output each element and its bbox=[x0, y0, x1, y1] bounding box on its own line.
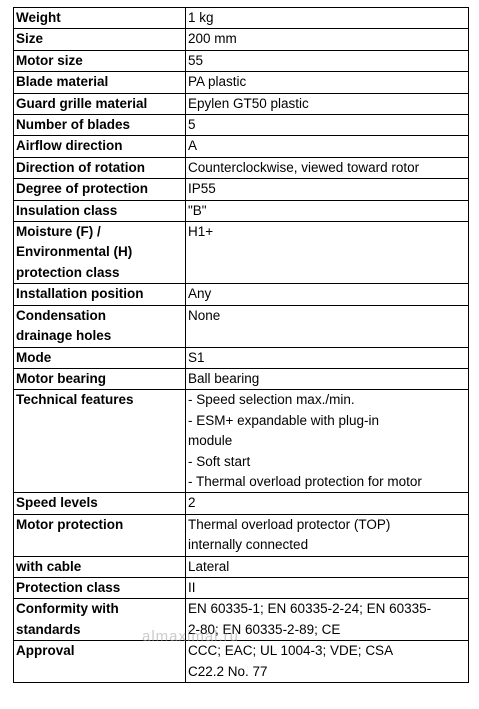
row-value-line: - Speed selection max./min. bbox=[188, 392, 355, 408]
row-label-line: Conformity with bbox=[16, 601, 119, 617]
row-label-line: standards bbox=[16, 621, 81, 637]
row-label-line: protection class bbox=[16, 264, 120, 280]
row-value-line: Counterclockwise, viewed toward rotor bbox=[188, 159, 420, 175]
row-value bbox=[186, 305, 469, 347]
table-row bbox=[14, 29, 469, 50]
row-label bbox=[14, 599, 186, 641]
row-label bbox=[14, 284, 186, 305]
row-label bbox=[14, 577, 186, 598]
row-label bbox=[14, 115, 186, 136]
row-label-line: Protection class bbox=[16, 579, 121, 595]
table-row bbox=[14, 368, 469, 389]
row-label-line: Technical features bbox=[16, 392, 134, 408]
row-value-line: Thermal overload protector (TOP) bbox=[188, 516, 391, 532]
row-label bbox=[14, 8, 186, 29]
spec-table bbox=[13, 7, 469, 683]
table-row bbox=[14, 50, 469, 71]
row-label bbox=[14, 200, 186, 221]
row-label bbox=[14, 493, 186, 514]
row-label-line: Weight bbox=[16, 10, 61, 25]
row-value-line: Any bbox=[188, 286, 212, 302]
row-label-line: Insulation class bbox=[16, 202, 118, 218]
table-row bbox=[14, 136, 469, 157]
table-row bbox=[14, 115, 469, 136]
row-label-line: Motor bearing bbox=[16, 370, 106, 386]
row-value bbox=[186, 390, 469, 493]
row-label bbox=[14, 305, 186, 347]
row-label-line: Moisture (F) / bbox=[16, 224, 101, 240]
row-label-line: drainage holes bbox=[16, 328, 112, 344]
table-row bbox=[14, 493, 469, 514]
table-row bbox=[14, 157, 469, 178]
row-value-line: None bbox=[188, 307, 221, 323]
table-row bbox=[14, 8, 469, 29]
table-row bbox=[14, 347, 469, 368]
row-value bbox=[186, 514, 469, 556]
spec-table-body bbox=[14, 8, 469, 683]
row-label-line: Guard grille material bbox=[16, 95, 148, 111]
row-value bbox=[186, 72, 469, 93]
row-label bbox=[14, 50, 186, 71]
row-value-line: H1+ bbox=[188, 224, 214, 240]
row-label bbox=[14, 157, 186, 178]
row-label bbox=[14, 347, 186, 368]
row-label bbox=[14, 222, 186, 284]
table-row bbox=[14, 200, 469, 221]
table-row bbox=[14, 305, 469, 347]
row-label bbox=[14, 179, 186, 200]
row-label-line: Airflow direction bbox=[16, 138, 123, 154]
row-label-line: Mode bbox=[16, 349, 52, 365]
table-row bbox=[14, 556, 469, 577]
row-label bbox=[14, 368, 186, 389]
watermark: almaximal.ru bbox=[142, 628, 240, 645]
row-value-line: 2 bbox=[188, 495, 196, 511]
row-value bbox=[186, 50, 469, 71]
row-value-line: - ESM+ expandable with plug-in bbox=[188, 412, 379, 428]
row-value bbox=[186, 136, 469, 157]
row-label-line: Condensation bbox=[16, 307, 106, 323]
row-label bbox=[14, 136, 186, 157]
row-value-line: Lateral bbox=[188, 558, 230, 574]
row-value bbox=[186, 93, 469, 114]
row-value bbox=[186, 599, 469, 641]
row-value-line: 55 bbox=[188, 52, 204, 68]
row-value bbox=[186, 179, 469, 200]
table-row bbox=[14, 72, 469, 93]
row-value-line: A bbox=[188, 138, 198, 154]
row-value bbox=[186, 347, 469, 368]
row-value-line: PA plastic bbox=[188, 74, 247, 90]
table-row bbox=[14, 514, 469, 556]
row-label-line: Approval bbox=[16, 643, 75, 659]
table-row bbox=[14, 599, 469, 641]
row-value bbox=[186, 641, 469, 683]
row-label bbox=[14, 29, 186, 50]
row-label bbox=[14, 93, 186, 114]
table-row bbox=[14, 93, 469, 114]
row-label-line: Motor size bbox=[16, 52, 83, 68]
row-value-line: II bbox=[188, 579, 196, 595]
row-value bbox=[186, 368, 469, 389]
row-label-line: Number of blades bbox=[16, 117, 131, 133]
row-value-line: EN 60335-1; EN 60335-2-24; EN 60335- bbox=[188, 601, 432, 617]
row-value-line: CCC; EAC; UL 1004-3; VDE; CSA bbox=[188, 643, 394, 659]
row-value bbox=[186, 8, 469, 29]
row-value-line: 1 kg bbox=[188, 10, 214, 25]
row-label-line: Speed levels bbox=[16, 495, 98, 511]
row-value bbox=[186, 577, 469, 598]
row-label-line: with cable bbox=[16, 558, 82, 574]
row-value bbox=[186, 157, 469, 178]
row-value bbox=[186, 115, 469, 136]
row-value bbox=[186, 556, 469, 577]
row-value bbox=[186, 222, 469, 284]
row-label bbox=[14, 390, 186, 493]
row-value-line: C22.2 No. 77 bbox=[188, 663, 268, 679]
row-label bbox=[14, 641, 186, 683]
row-label-line: Direction of rotation bbox=[16, 159, 145, 175]
table-row bbox=[14, 641, 469, 683]
row-value-line: 2-80; EN 60335-2-89; CE bbox=[188, 621, 341, 637]
table-row bbox=[14, 179, 469, 200]
row-label bbox=[14, 556, 186, 577]
row-value-line: Epylen GT50 plastic bbox=[188, 95, 309, 111]
row-label-line: Blade material bbox=[16, 74, 109, 90]
row-value bbox=[186, 200, 469, 221]
row-value-line: - Thermal overload protection for motor bbox=[188, 473, 422, 489]
row-value bbox=[186, 284, 469, 305]
row-value-line: - Soft start bbox=[188, 453, 251, 469]
row-label bbox=[14, 514, 186, 556]
row-value bbox=[186, 493, 469, 514]
row-label bbox=[14, 72, 186, 93]
row-value-line: IP55 bbox=[188, 181, 216, 197]
row-value-line: internally connected bbox=[188, 537, 309, 553]
row-value-line: 200 mm bbox=[188, 31, 237, 47]
row-value bbox=[186, 29, 469, 50]
row-value-line: "B" bbox=[188, 202, 207, 218]
row-value-line: module bbox=[188, 433, 233, 449]
table-row bbox=[14, 284, 469, 305]
row-value-line: 5 bbox=[188, 117, 196, 133]
row-label-line: Environmental (H) bbox=[16, 244, 133, 260]
table-row bbox=[14, 390, 469, 493]
row-label-line: Installation position bbox=[16, 286, 144, 302]
row-value-line: S1 bbox=[188, 349, 205, 365]
row-label-line: Motor protection bbox=[16, 516, 124, 532]
row-label-line: Size bbox=[16, 31, 44, 47]
row-label-line: Degree of protection bbox=[16, 181, 149, 197]
row-value-line: Ball bearing bbox=[188, 370, 260, 386]
table-row bbox=[14, 222, 469, 284]
table-row bbox=[14, 577, 469, 598]
